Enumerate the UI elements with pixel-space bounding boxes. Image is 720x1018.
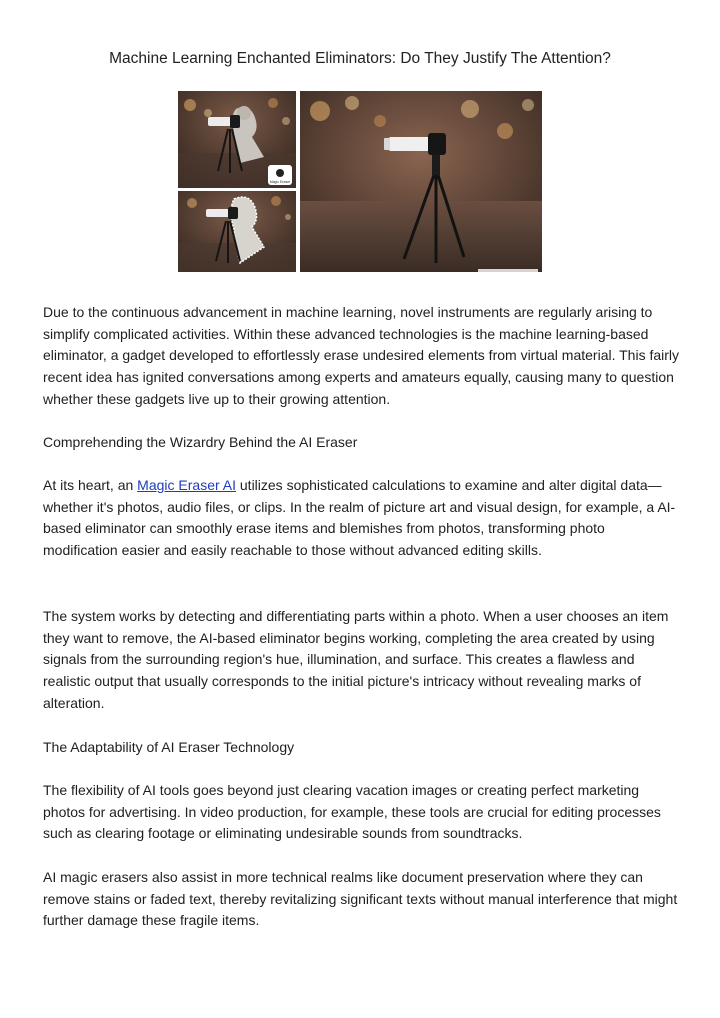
paragraph-text-after-link: utilizes sophisticated calculations to examine and alter digital data—whether it's photos, audio files, or clips. In the realm of picture art and visual design, for example, a AI-based eliminator can smoothly erase items and blemishes from photos, transforming photo modification easier and easily reachable to those without advanced editing skills. <box>43 477 676 559</box>
paragraph-magic-eraser <box>43 475 683 562</box>
paragraph-text-before-link: At its heart, an <box>43 477 138 493</box>
photo-before-person <box>178 91 296 188</box>
section-heading-adaptability: The Adaptability of AI Eraser Technology <box>43 739 295 755</box>
magic-eraser-ai-link[interactable]: Magic Eraser AI <box>137 477 236 493</box>
paragraph-flexibility: The flexibility of AI tools goes beyond just clearing vacation images or creating perfect marketing photos for advertising. In video production, for example, these tools are crucial for editing processes such as clearing footage or eliminating undesirable sounds from soundtracks. <box>43 782 661 842</box>
magic-eraser-badge-text: Magic Eraser <box>269 180 291 184</box>
paragraph-how-it-works: The system works by detecting and differentiating parts within a photo. When a user chooses an item they want to remove, the AI-based eliminator begins working, completing the area created by using signals from the surrounding region's hue, illumination, and surface. This creates a flawless and realistic output that usually corresponds to the initial picture's intricacy without revealing marks of alteration. <box>43 608 669 711</box>
paragraph-technical-realms: AI magic erasers also assist in more technical realms like document preservation where they can remove stains or faded text, thereby revitalizing significant texts without manual interference that might further damage these fragile items. <box>43 869 678 929</box>
document-title: Machine Learning Enchanted Eliminators: Do They Justify The Attention? <box>109 50 611 67</box>
paragraph-intro: Due to the continuous advancement in machine learning, novel instruments are regularly arising to simplify complicated activities. Within these advanced technologies is the machine learning-based eliminator, a gadget developed to effortlessly erase undesired elements from virtual material. This fairly recent idea has ignited conversations among experts and amateurs equally, causing many to question whether these gadgets live up to their growing attention. <box>43 304 680 407</box>
photo-selection-mask <box>178 191 296 272</box>
section-heading-wizardry: Comprehending the Wizardry Behind the AI Eraser <box>43 434 358 450</box>
photo-after-erased <box>300 91 542 272</box>
header-image-collage <box>178 91 542 272</box>
